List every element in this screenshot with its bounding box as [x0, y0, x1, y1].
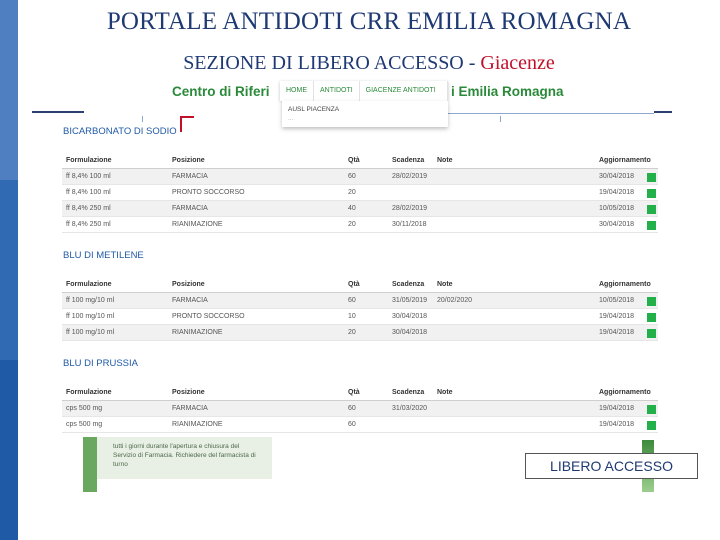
cell-scadenza: 31/03/2020	[392, 405, 428, 412]
column-header-qta: Qtà	[348, 389, 360, 396]
column-header-qta: Qtà	[348, 281, 360, 288]
cell-formulazione: cps 500 mg	[66, 405, 103, 412]
cell-aggiornamento: 10/05/2018	[599, 297, 635, 304]
table-row	[62, 293, 658, 309]
cell-aggiornamento: 30/04/2018	[599, 173, 635, 180]
column-header-scadenza: Scadenza	[392, 281, 425, 288]
cell-posizione: FARMACIA	[172, 405, 208, 412]
divider-left	[32, 111, 84, 113]
table-row	[62, 185, 658, 201]
column-header-scadenza: Scadenza	[392, 389, 425, 396]
top-nav	[280, 81, 448, 101]
dropdown-item-selected[interactable]: AUSL PIACENZA	[288, 106, 340, 113]
subtitle-main: SEZIONE DI LIBERO ACCESSO -	[183, 52, 481, 74]
cell-aggiornamento: 19/04/2018	[599, 405, 635, 412]
table-row	[62, 309, 658, 325]
footer-accent-strip	[83, 437, 97, 492]
cell-scadenza: 28/02/2019	[392, 205, 428, 212]
cell-qta: 60	[348, 297, 356, 304]
cell-formulazione: cps 500 mg	[66, 421, 103, 428]
cell-aggiornamento: 19/04/2018	[599, 329, 635, 336]
cell-scadenza: 30/11/2018	[392, 221, 427, 228]
cell-posizione: FARMACIA	[172, 173, 208, 180]
giacenze-dropdown	[282, 101, 448, 127]
cell-qta: 20	[348, 329, 356, 336]
column-header-note: Note	[437, 281, 453, 288]
table-row	[62, 169, 658, 185]
cell-formulazione: ff 8,4% 100 ml	[66, 173, 111, 180]
table-row	[62, 201, 658, 217]
status-indicator-icon	[647, 421, 656, 430]
cell-aggiornamento: 19/04/2018	[599, 189, 635, 196]
footer-note: tutti i giorni durante l'apertura e chiusura del Servizio di Farmacia. Richiedere del farmacista di turno	[83, 437, 272, 479]
cell-qta: 40	[348, 205, 356, 212]
cell-formulazione: ff 100 mg/10 ml	[66, 329, 115, 336]
cell-scadenza: 30/04/2018	[392, 313, 428, 320]
column-header-note: Note	[437, 157, 453, 164]
column-header-note: Note	[437, 389, 453, 396]
cell-formulazione: ff 100 mg/10 ml	[66, 313, 115, 320]
divider-tick	[142, 116, 143, 122]
nav-antidoti[interactable]: ANTIDOTI	[314, 81, 360, 101]
slide-side-bar	[0, 0, 18, 540]
cell-qta: 60	[348, 421, 356, 428]
cell-qta: 10	[348, 313, 356, 320]
table-row	[62, 417, 658, 433]
dropdown-item-next[interactable]: ...	[288, 115, 294, 122]
table-header	[62, 385, 658, 401]
cell-note: 20/02/2020	[437, 297, 473, 304]
section-title: BLU DI PRUSSIA	[63, 358, 138, 369]
cell-formulazione: ff 100 mg/10 ml	[66, 297, 115, 304]
section-title: BLU DI METILENE	[63, 250, 144, 261]
cell-aggiornamento: 30/04/2018	[599, 221, 635, 228]
status-indicator-icon	[647, 329, 656, 338]
stock-table	[62, 277, 658, 341]
column-header-posizione: Posizione	[172, 281, 205, 288]
divider-right	[654, 111, 672, 113]
cell-qta: 60	[348, 173, 356, 180]
table-row	[62, 325, 658, 341]
stock-table	[62, 153, 658, 233]
cell-qta: 20	[348, 189, 356, 196]
cell-formulazione: ff 8,4% 250 ml	[66, 205, 111, 212]
nav-home[interactable]: HOME	[280, 81, 314, 101]
table-header	[62, 153, 658, 169]
status-indicator-icon	[647, 405, 656, 414]
stock-table	[62, 385, 658, 433]
column-header-aggiornamento: Aggiornamento	[599, 389, 651, 396]
site-title-right: i Emilia Romagna	[451, 84, 564, 99]
table-header	[62, 277, 658, 293]
cell-qta: 60	[348, 405, 356, 412]
section-title: BICARBONATO DI SODIO	[63, 126, 177, 137]
nav-giacenze[interactable]: GIACENZE ANTIDOTI	[360, 81, 448, 101]
column-header-formulazione: Formulazione	[66, 157, 112, 164]
site-title-left: Centro di Riferi	[172, 84, 270, 99]
status-indicator-icon	[647, 221, 656, 230]
column-header-scadenza: Scadenza	[392, 157, 425, 164]
slide-subtitle	[18, 52, 720, 75]
highlight-bracket	[180, 116, 194, 132]
divider-mid	[448, 113, 654, 114]
cell-formulazione: ff 8,4% 250 ml	[66, 221, 111, 228]
cell-aggiornamento: 19/04/2018	[599, 313, 635, 320]
column-header-posizione: Posizione	[172, 389, 205, 396]
cell-formulazione: ff 8,4% 100 ml	[66, 189, 111, 196]
cell-posizione: FARMACIA	[172, 205, 208, 212]
cell-qta: 20	[348, 221, 356, 228]
cell-posizione: RIANIMAZIONE	[172, 221, 223, 228]
cell-scadenza: 31/05/2019	[392, 297, 428, 304]
table-row	[62, 401, 658, 417]
table-row	[62, 217, 658, 233]
column-header-aggiornamento: Aggiornamento	[599, 281, 651, 288]
cell-scadenza: 30/04/2018	[392, 329, 428, 336]
status-indicator-icon	[647, 173, 656, 182]
status-indicator-icon	[647, 297, 656, 306]
status-indicator-icon	[647, 189, 656, 198]
subtitle-accent: Giacenze	[480, 52, 555, 74]
divider-tick	[500, 116, 501, 122]
slide-title: PORTALE ANTIDOTI CRR EMILIA ROMAGNA	[106, 8, 632, 35]
status-indicator-icon	[647, 205, 656, 214]
cell-aggiornamento: 19/04/2018	[599, 421, 635, 428]
column-header-qta: Qtà	[348, 157, 360, 164]
column-header-formulazione: Formulazione	[66, 389, 112, 396]
cell-scadenza: 28/02/2019	[392, 173, 428, 180]
cell-posizione: FARMACIA	[172, 297, 208, 304]
cell-posizione: PRONTO SOCCORSO	[172, 189, 245, 196]
column-header-posizione: Posizione	[172, 157, 205, 164]
column-header-formulazione: Formulazione	[66, 281, 112, 288]
cell-posizione: RIANIMAZIONE	[172, 329, 223, 336]
cell-posizione: PRONTO SOCCORSO	[172, 313, 245, 320]
libero-accesso-badge: LIBERO ACCESSO	[525, 453, 698, 479]
column-header-aggiornamento: Aggiornamento	[599, 157, 651, 164]
cell-aggiornamento: 10/05/2018	[599, 205, 635, 212]
status-indicator-icon	[647, 313, 656, 322]
cell-posizione: RIANIMAZIONE	[172, 421, 223, 428]
